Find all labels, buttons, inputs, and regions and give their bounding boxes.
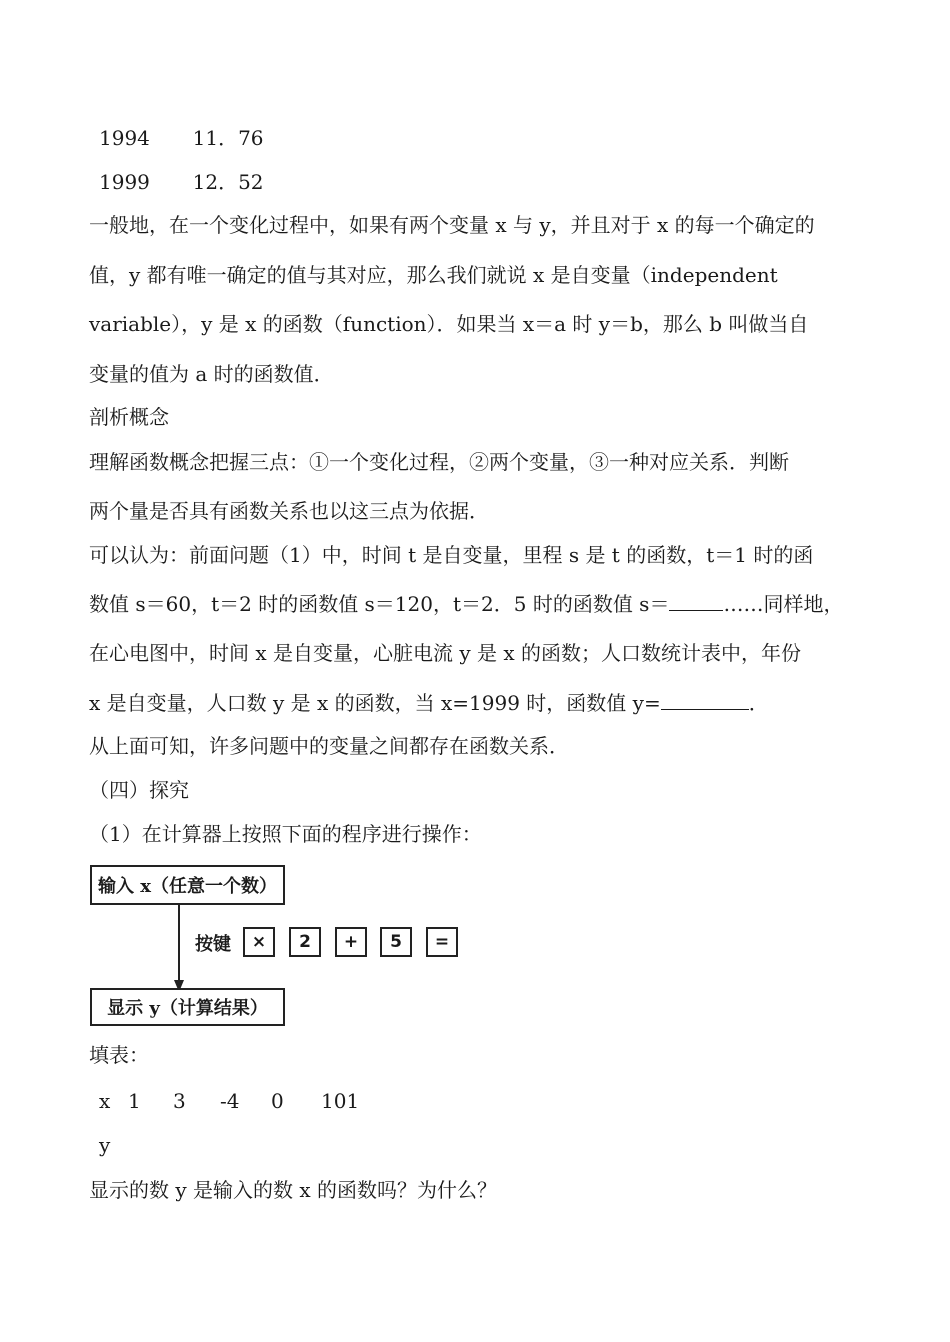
example-text: 数值 s＝60，t＝2 时的函数值 s＝120，t＝2．5 时的函数值 s＝ [89, 592, 670, 616]
input-box: 输入 x（任意一个数） [90, 865, 285, 905]
definition-line: 一般地，在一个变化过程中，如果有两个变量 x 与 y，并且对于 x 的每一个确定的 [89, 213, 815, 237]
value: 12．52 [192, 170, 264, 194]
value: 11．76 [192, 126, 264, 150]
x-value: 3 [173, 1089, 186, 1113]
x-value: 101 [321, 1089, 360, 1113]
example-text: x 是自变量，人口数 y 是 x 的函数，当 x=1999 时，函数值 y= [89, 691, 661, 715]
answer-blank [669, 592, 723, 611]
year: 1994 [99, 126, 150, 150]
answer-blank [661, 691, 749, 710]
definition-line: variable），y 是 x 的函数（function）．如果当 x＝a 时 y＝b，那么 b 叫做当自 [89, 312, 809, 336]
data-row [99, 170, 264, 194]
section-heading: 剖析概念 [89, 405, 169, 429]
data-row [99, 126, 264, 150]
x-value: 0 [271, 1089, 284, 1113]
example-line [89, 592, 843, 616]
analysis-line: 理解函数概念把握三点：①一个变化过程，②两个变量，③一种对应关系．判断 [89, 450, 789, 474]
year: 1999 [99, 170, 150, 194]
key-equals: = [426, 927, 458, 957]
key-2: 2 [289, 927, 321, 957]
section-heading: 填表： [89, 1043, 149, 1067]
key-plus: + [335, 927, 367, 957]
output-box: 显示 y（计算结果） [90, 988, 285, 1026]
question-line: （1）在计算器上按照下面的程序进行操作： [89, 822, 482, 846]
question-line: 显示的数 y 是输入的数 x 的函数吗？为什么？ [89, 1178, 498, 1202]
definition-line: 值，y 都有唯一确定的值与其对应，那么我们就说 x 是自变量（independent [89, 263, 778, 287]
flow-line [178, 905, 180, 985]
analysis-line: 两个量是否具有函数关系也以这三点为依据． [89, 499, 489, 523]
keys-label: 按键 [195, 934, 231, 955]
definition-line: 变量的值为 a 时的函数值． [89, 362, 334, 386]
x-value: -4 [220, 1089, 240, 1113]
example-line [89, 691, 769, 715]
example-text: ……同样地， [723, 592, 844, 616]
key-5: 5 [380, 927, 412, 957]
example-text: ． [748, 691, 769, 715]
section-heading: （四）探究 [89, 778, 189, 802]
example-line: 在心电图中，时间 x 是自变量，心脏电流 y 是 x 的函数；人口数统计表中，年份 [89, 641, 802, 665]
example-line: 从上面可知，许多问题中的变量之间都存在函数关系． [89, 734, 569, 758]
example-line: 可以认为：前面问题（1）中，时间 t 是自变量，里程 s 是 t 的函数，t＝1 时的函 [89, 543, 814, 567]
x-label: x [99, 1089, 111, 1113]
key-multiply: × [243, 927, 275, 957]
x-value: 1 [128, 1089, 141, 1113]
y-label: y [99, 1133, 111, 1157]
